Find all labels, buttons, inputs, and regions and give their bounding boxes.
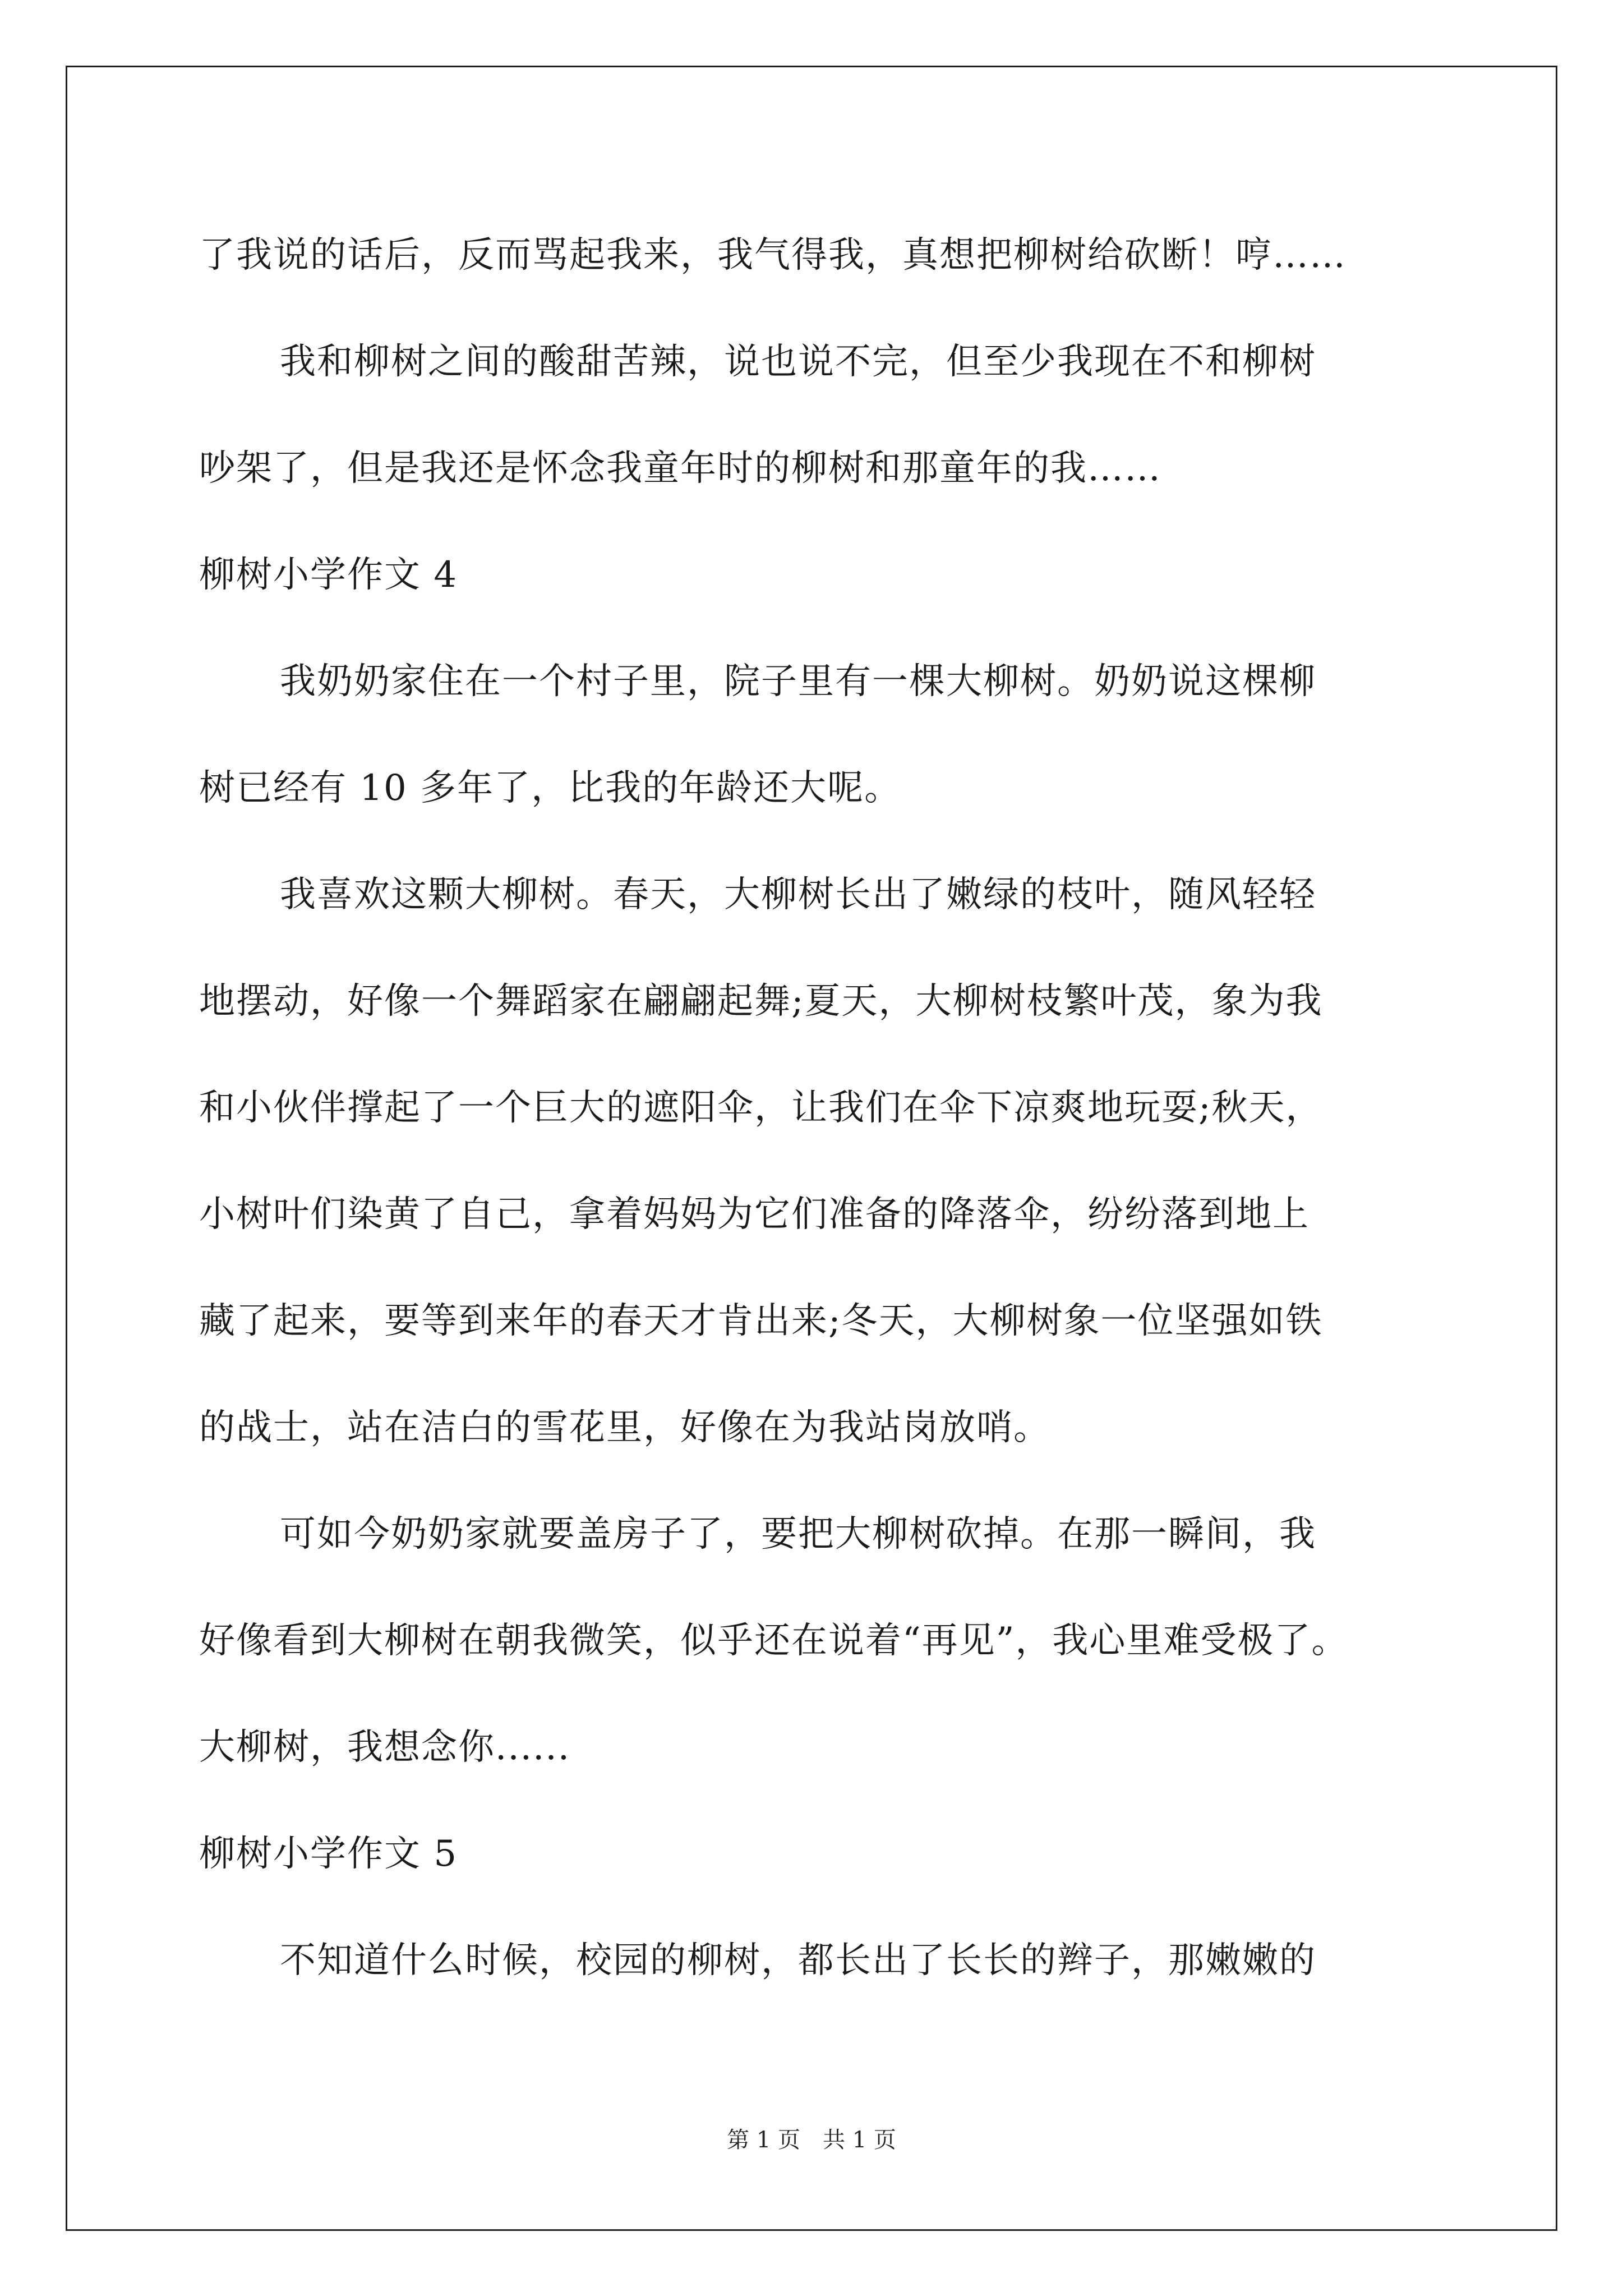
- text-line: 好像看到大柳树在朝我微笑，似乎还在说着“再见”，我心里难受极了。: [199, 1620, 1349, 1662]
- document-body: [199, 213, 1433, 2025]
- text-line: 的战士，站在洁白的雪花里，好像在为我站岗放哨。: [199, 1407, 1050, 1448]
- text-line: 我奶奶家住在一个村子里，院子里有一棵大柳树。奶奶说这棵柳: [280, 661, 1316, 702]
- page-footer: [0, 2123, 1623, 2157]
- section-heading: 柳树小学作文 5: [199, 1833, 458, 1875]
- text-line: 藏了起来，要等到来年的春天才肯出来;冬天，大柳树象一位坚强如铁: [199, 1300, 1323, 1342]
- text-line: 我喜欢这颗大柳树。春天，大柳树长出了嫩绿的枝叶，随风轻轻: [280, 874, 1316, 915]
- text-line: 树已经有 10 多年了，比我的年龄还大呢。: [199, 767, 902, 809]
- text-line: 小树叶们染黄了自己，拿着妈妈为它们准备的降落伞，纷纷落到地上: [199, 1194, 1310, 1235]
- text-line: 大柳树，我想念你......: [199, 1727, 571, 1768]
- text-line: 和小伙伴撑起了一个巨大的遮阳伞，让我们在伞下凉爽地玩耍;秋天，: [199, 1087, 1323, 1129]
- text-line: 我和柳树之间的酸甜苦辣，说也说不完，但至少我现在不和柳树: [280, 341, 1316, 383]
- text-line: 地摆动，好像一个舞蹈家在翩翩起舞;夏天，大柳树枝繁叶茂，象为我: [199, 981, 1323, 1022]
- page-total: 共 1 页: [823, 2127, 896, 2153]
- section-heading: 柳树小学作文 4: [199, 554, 458, 596]
- page-number: 第 1 页: [727, 2127, 800, 2153]
- text-line: 可如今奶奶家就要盖房子了，要把大柳树砍掉。在那一瞬间，我: [280, 1513, 1316, 1555]
- text-line: 吵架了，但是我还是怀念我童年时的柳树和那童年的我……: [199, 448, 1161, 489]
- text-line: 不知道什么时候，校园的柳树，都长出了长长的辫子，那嫩嫩的: [280, 1940, 1316, 1981]
- text-line: 了我说的话后，反而骂起我来，我气得我，真想把柳树给砍断！哼……: [199, 234, 1347, 276]
